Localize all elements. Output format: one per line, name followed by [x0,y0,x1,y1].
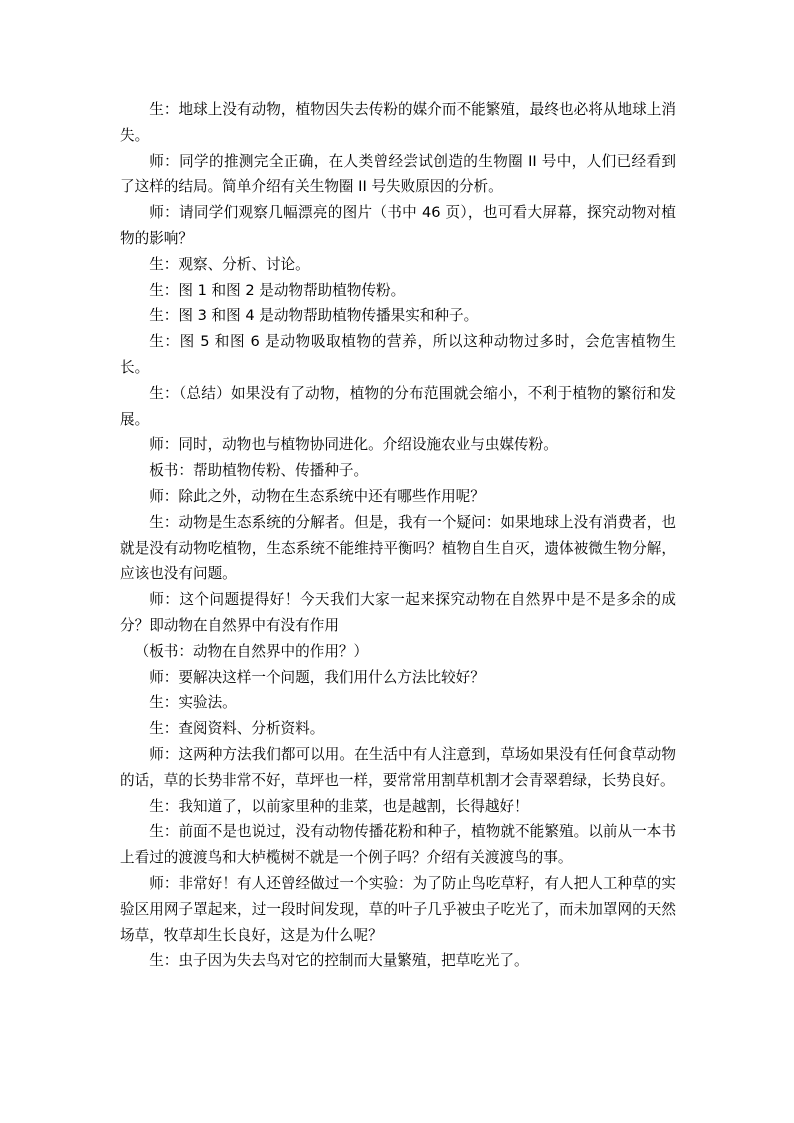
paragraph-teacher-5: 师：这个问题提得好！今天我们大家一起来探究动物在自然界中是不是多余的成分？即动物在自然界中有没有作用 [120,591,676,634]
paragraph-teacher-1: 师：同学的推测完全正确，在人类曾经尝试创造的生物圈 II 号中，人们已经看到了这样的结局。简单介绍有关生物圈 II 号失败原因的分析。 [120,152,676,196]
document-body [120,97,676,974]
paragraph-board-1: 板书：帮助植物传粉、传播种子。 [149,462,369,480]
paragraph-teacher-6: 师：要解决这样一个问题，我们用什么方法比较好？ [149,668,485,686]
paragraph-teacher-7: 师：这两种方法我们都可以用。在生活中有人注意到，草场如果没有任何食草动物的话，草的长势非常不好，草坪也一样，要常常用割草机割才会青翠碧绿，长势良好。 [120,745,676,789]
paragraph-student-8: 生：实验法。 [149,694,237,712]
paragraph-teacher-8: 师：非常好！有人还曾经做过一个实验：为了防止鸟吃草籽，有人把人工种草的实验区用网子罩起来，过一段时间发现，草的叶子几乎被虫子吃光了，而未加罩网的天然场草，牧草却生长良好，这是为什么呢？ [120,874,676,944]
paragraph-student-2: 生：观察、分析、讨论。 [149,255,310,273]
paragraph-student-6: 生：（总结）如果没有了动物，植物的分布范围就会缩小，不利于植物的繁衍和发展。 [120,384,676,428]
paragraph-teacher-2: 师：请同学们观察几幅漂亮的图片（书中 46 页），也可看大屏幕，探究动物对植物的影响？ [120,204,676,247]
paragraph-student-12: 生：虫子因为失去鸟对它的控制而大量繁殖，把草吃光了。 [149,952,529,970]
paragraph-student-7: 生：动物是生态系统的分解者。但是，我有一个疑问：如果地球上没有消费者，也就是没有动物吃植物，生态系统不能维持平衡吗？植物自生自灭，遗体被微生物分解，应该也没有问题。 [120,513,676,583]
paragraph-student-4: 生：图 3 和图 4 是动物帮助植物传播果实和种子。 [149,307,479,325]
paragraph-student-9: 生：查阅资料、分析资料。 [149,720,325,738]
paragraph-teacher-3: 师：同时，动物也与植物协同进化。介绍设施农业与虫媒传粉。 [149,436,558,454]
paragraph-student-3: 生：图 1 和图 2 是动物帮助植物传粉。 [149,281,406,299]
paragraph-board-2: （板书：动物在自然界中的作用？） [134,642,369,660]
paragraph-student-11: 生：前面不是也说过，没有动物传播花粉和种子，植物就不能繁殖。以前从一本书上看过的渡渡鸟和大栌榄树不就是一个例子吗？介绍有关渡渡鸟的事。 [120,823,676,867]
paragraph-student-5: 生：图 5 和图 6 是动物吸取植物的营养，所以这种动物过多时，会危害植物生长。 [120,333,676,376]
paragraph-student-10: 生：我知道了，以前家里种的韭菜，也是越割，长得越好！ [149,797,529,815]
paragraph-teacher-4: 师：除此之外，动物在生态系统中还有哪些作用呢？ [149,487,485,505]
paragraph-student-1: 生：地球上没有动物，植物因失去传粉的媒介而不能繁殖，最终也必将从地球上消失。 [120,101,676,144]
